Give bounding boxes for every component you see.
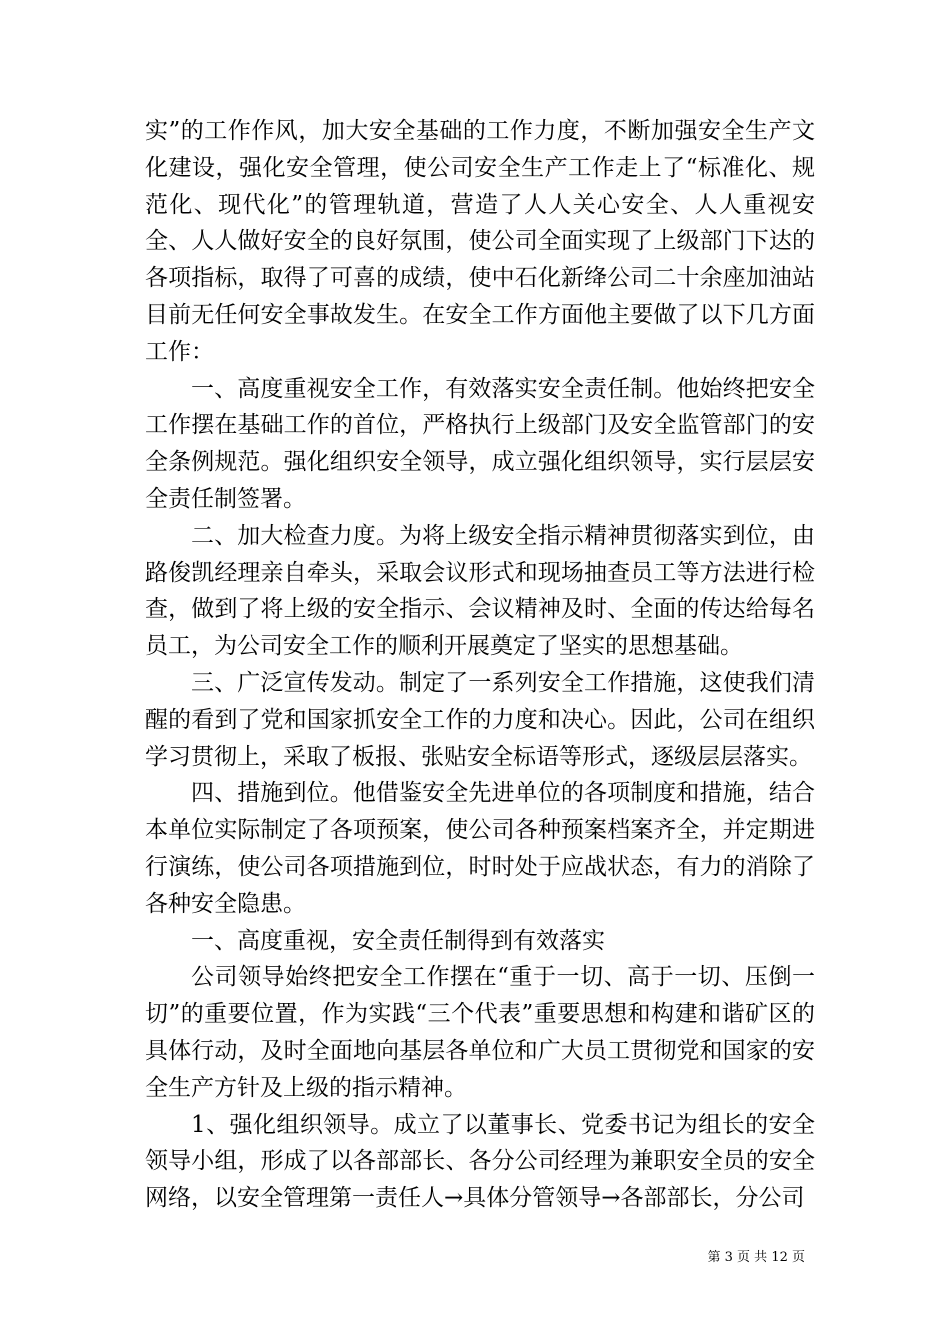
paragraph-organization: 1、强化组织领导。成立了以董事长、党委书记为组长的安全领导小组，形成了以各部部长、各分公司经理为兼职安全员的安全网络，以安全管理第一责任人→具体分管领导→各部部长，分公司 bbox=[145, 1111, 815, 1212]
paragraph-section-two: 二、加大检查力度。为将上级安全指示精神贯彻落实到位，由路俊凯经理亲自牵头，采取会议形式和现场抽查员工等方法进行检查，做到了将上级的安全指示、会议精神及时、全面的传达给每名员工，为公司安全工作的顺利开展奠定了坚实的思想基础。 bbox=[145, 522, 815, 660]
paragraph-section-three: 三、广泛宣传发动。制定了一系列安全工作措施，这使我们清醒的看到了党和国家抓安全工作的力度和决心。因此，公司在组织学习贯彻上，采取了板报、张贴安全标语等形式，逐级层层落实。 bbox=[145, 669, 815, 770]
page-number: 第 3 页 共 12 页 bbox=[707, 1250, 805, 1265]
document-body bbox=[145, 113, 815, 1217]
section-heading: 一、高度重视，安全责任制得到有效落实 bbox=[191, 927, 605, 954]
paragraph-company-leadership: 公司领导始终把安全工作摆在“重于一切、高于一切、压倒一切”的重要位置，作为实践“三个代表”重要思想和构建和谐矿区的具体行动，及时全面地向基层各单位和广大员工贯彻党和国家的安全生产方针及上级的指示精神。 bbox=[145, 964, 815, 1101]
paragraph-section-four: 四、措施到位。他借鉴安全先进单位的各项制度和措施，结合本单位实际制定了各项预案，使公司各种预案档案齐全，并定期进行演练，使公司各项措施到位，时时处于应战状态，有力的消除了各种安全隐患。 bbox=[145, 780, 815, 917]
paragraph-section-one: 一、高度重视安全工作，有效落实安全责任制。他始终把安全工作摆在基础工作的首位，严格执行上级部门及安全监管部门的安全条例规范。强化组织安全领导，成立强化组织领导，实行层层安全责任制签署。 bbox=[145, 375, 815, 512]
paragraph-continuation: 实”的工作作风，加大安全基础的工作力度，不断加强安全生产文化建设，强化安全管理，使公司安全生产工作走上了“标准化、规范化、现代化”的管理轨道，营造了人人关心安全、人人重视安全、人人做好安全的良好氛围，使公司全面实现了上级部门下达的各项指标，取得了可喜的成绩，使中石化新绛公司二十余座加油站目前无任何安全事故发生。在安全工作方面他主要做了以下几方面工作： bbox=[145, 118, 815, 365]
